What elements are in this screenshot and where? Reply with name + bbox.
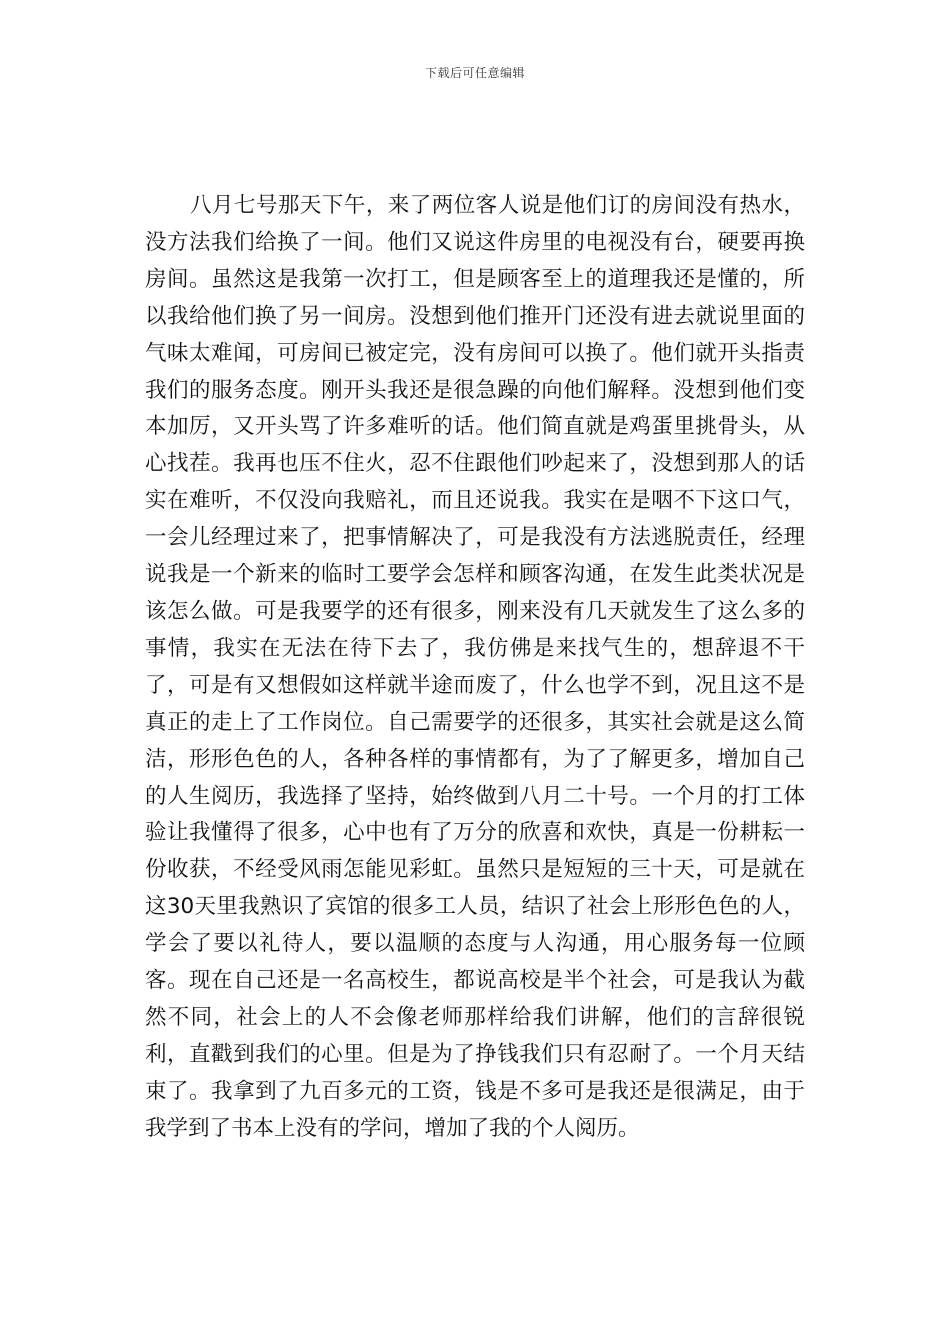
page-header: 下载后可任意编辑 — [424, 66, 525, 80]
body-paragraph: 八月七号那天下午，来了两位客人说是他们订的房间没有热水，没方法我们给换了一间。他们又说这件房里的电视没有台，硬要再换房间。虽然这是我第一次打工，但是顾客至上的道理我还是懂的，所以我给他们换了另一间房。没想到他们推开门还没有进去就说里面的气味太难闻，可房间已被定完，没有房间可以换了。他们就开头指责我们的服务态度。刚开头我还是很急躁的向他们解释。没想到他们变本加厉，又开头骂了许多难听的话。他们简直就是鸡蛋里挑骨头，从心找茬。我再也压不住火，忍不住跟他们吵起来了，没想到那人的话实在难听，不仅没向我赔礼，而且还说我。我实在是咽不下这口气，一会儿经理过来了，把事情解决了，可是我没有方法逃脱责任，经理说我是一个新来的临时工要学会怎样和顾客沟通，在发生此类状况是该怎么做。可是我要学的还有很多，刚来没有几天就发生了这么多的事情，我实在无法在待下去了，我仿佛是来找气生的，想辞退不干了，可是有又想假如这样就半途而废了，什么也学不到，况且这不是真正的走上了工作岗位。自己需要学的还很多，其实社会就是这么简洁，形形色色的人，各种各样的事情都有，为了了解更多，增加自己的人生阅历，我选择了坚持，始终做到八月二十号。一个月的打工体验让我懂得了很多，心中也有了万分的欣喜和欢快，真是一份耕耘一份收获，不经受风雨怎能见彩虹。虽然只是短短的三十天，可是就在这30天里我熟识了宾馆的很多工人员，结识了社会上形形色色的人，学会了要以礼待人，要以温顺的态度与人沟通，用心服务每一位顾客。现在自己还是一名高校生，都说高校是半个社会，可是我认为截然不同，社会上的人不会像老师那样给我们讲解，他们的言辞很锐利，直戳到我们的心里。但是为了挣钱我们只有忍耐了。一个月天结束了。我拿到了九百多元的工资，钱是不多可是我还是很满足，由于我学到了书本上没有的学问，增加了我的个人阅历。 — [145, 193, 805, 1141]
